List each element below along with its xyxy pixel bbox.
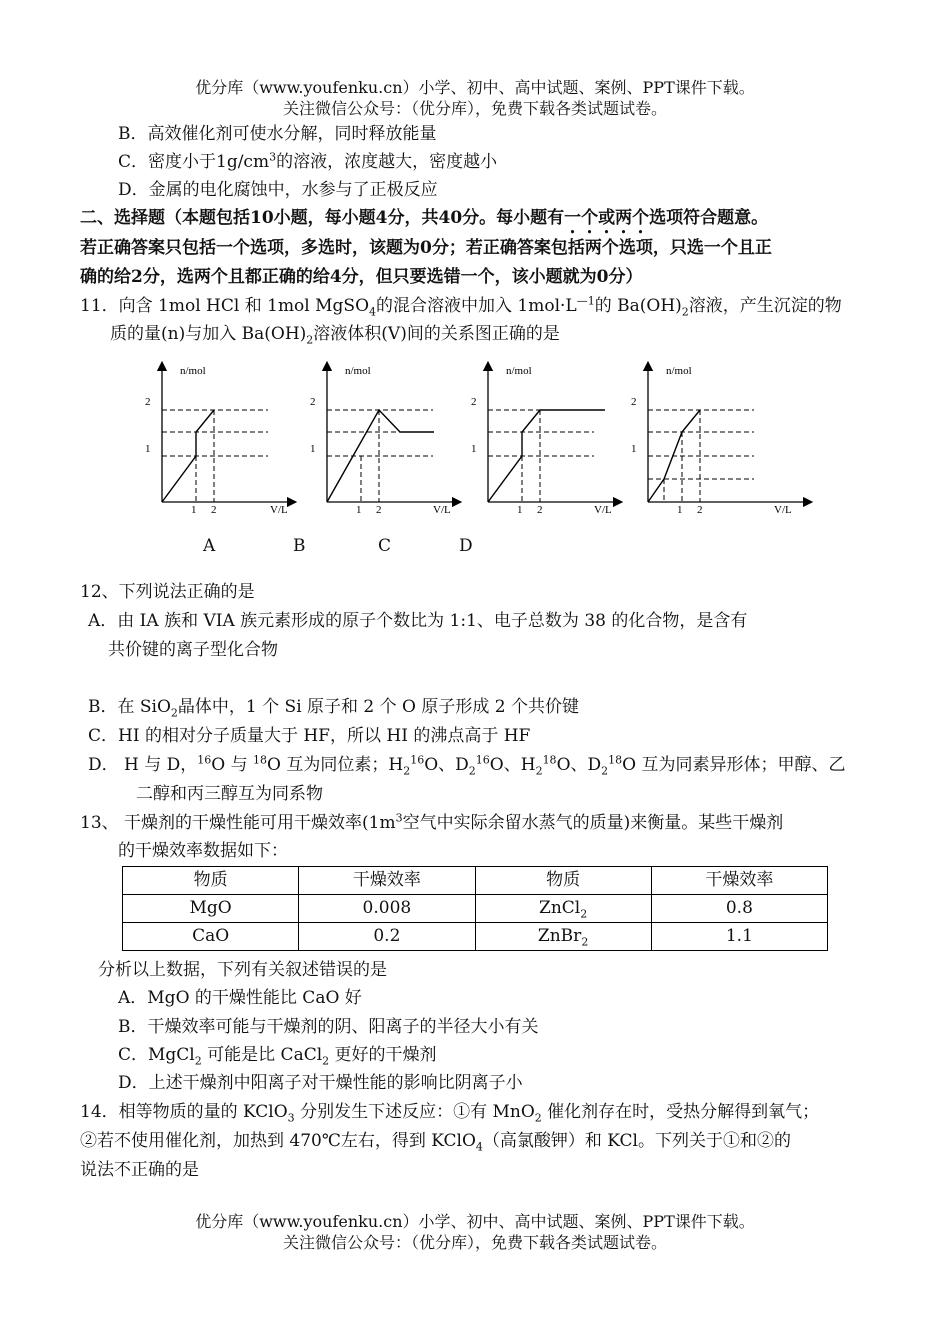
- table-header-row: [123, 867, 828, 895]
- drying-efficiency-table: [122, 866, 828, 951]
- graph-b-xtick-2: 2: [376, 504, 382, 516]
- graph-a-ytick-1: 1: [145, 443, 151, 455]
- table-cell: ZnBr$_2$: [475, 923, 651, 951]
- table-cell: 1.1: [651, 923, 827, 951]
- graph-d-ytick-1: 1: [631, 443, 637, 455]
- footer-line-2: 关注微信公众号：（优分库），免费下载各类试题试卷。: [282, 1233, 667, 1252]
- graph-c-xtick-2: 2: [537, 504, 543, 516]
- graph-a-xtick-1: 1: [191, 504, 197, 516]
- q10-option-c: C．密度小于$1g/cm^3$的溶液，浓度越大，密度越小: [118, 150, 498, 172]
- graph-d-xtick-1: 1: [677, 504, 683, 516]
- q13-line-1: 13、 干燥剂的干燥性能可用干燥效率($1m^3$空气中实际余留水蒸气的质量)来衡量。某些干燥剂: [80, 811, 784, 833]
- option-letter-d: D: [459, 536, 473, 556]
- q13-option-a: A．MgO 的干燥性能比 CaO 好: [118, 988, 362, 1008]
- table-cell: 0.8: [651, 895, 827, 923]
- q12-stem: 12、下列说法正确的是: [80, 582, 255, 602]
- table-header-cell: 物质: [123, 867, 299, 895]
- q11-line-2: 质的量(n)与加入 $Ba(OH)_2$溶液体积(V)间的关系图正确的是: [110, 324, 560, 347]
- q12-option-c: C．HI 的相对分子质量大于 HF，所以 HI 的沸点高于 HF: [88, 726, 531, 746]
- option-letter-b: B: [293, 536, 306, 556]
- graph-d-ytick-2: 2: [631, 396, 637, 408]
- graph-a-ylabel: n/mol: [180, 365, 206, 377]
- graph-c-ytick-1: 1: [471, 443, 477, 455]
- table-header-cell: 干燥效率: [299, 867, 475, 895]
- table-header-cell: 干燥效率: [651, 867, 827, 895]
- graph-c-ytick-2: 2: [471, 396, 477, 408]
- graph-a-ytick-2: 2: [145, 396, 151, 408]
- q10-option-b: B．高效催化剂可使水分解，同时释放能量: [118, 124, 437, 144]
- q11-graphs: [0, 355, 950, 530]
- graph-a-xtick-2: 2: [211, 504, 217, 516]
- option-letter-a: A: [203, 536, 216, 556]
- emphasis-one-or-two: 一个或两个: [564, 208, 650, 228]
- graph-b-ytick-2: 2: [310, 396, 316, 408]
- table-cell: 0.008: [299, 895, 475, 923]
- table-cell: 0.2: [299, 923, 475, 951]
- table-cell: CaO: [123, 923, 299, 951]
- graph-c-ylabel: n/mol: [506, 365, 532, 377]
- q11-line-1: 11．向含 1mol HCl 和 1mol MgSO$_4$的混合溶液中加入 $1mol\cdot L^{—1}$的 $Ba(OH)_2$溶液，产生沉淀的物: [80, 294, 842, 319]
- graph-d-xtick-2: 2: [697, 504, 703, 516]
- q14-line-3: 说法不正确的是: [80, 1160, 199, 1180]
- q14-line-2: ②若不使用催化剂，加热到 470℃左右，得到 KClO$_4$（高氯酸钾）和 KCl。下列关于①和②的: [80, 1131, 791, 1154]
- graph-d-xlabel: V/L: [774, 504, 792, 516]
- table-row: [123, 895, 828, 923]
- table-header-cell: 物质: [475, 867, 651, 895]
- q12-option-d-line-2: 二醇和丙三醇互为同系物: [136, 784, 323, 804]
- q13-option-c: C．MgCl$_2$ 可能是比 CaCl$_2$ 更好的干燥剂: [118, 1045, 437, 1068]
- graph-b-ytick-1: 1: [310, 443, 316, 455]
- table-cell: ZnCl$_2$: [475, 895, 651, 923]
- graph-b-xlabel: V/L: [433, 504, 451, 516]
- q13-analysis: 分析以上数据，下列有关叙述错误的是: [98, 960, 387, 980]
- table-row: [123, 923, 828, 951]
- graph-d-ylabel: n/mol: [666, 365, 692, 377]
- section2-line-2: 若正确答案只包括一个选项，多选时，该题为0分；若正确答案包括两个选项，只选一个且正: [80, 238, 772, 258]
- header-line-2: 关注微信公众号：（优分库），免费下载各类试题试卷。: [282, 99, 667, 118]
- graph-d: [631, 365, 808, 516]
- table-cell: MgO: [123, 895, 299, 923]
- graph-b: [310, 365, 457, 516]
- header-line-1: 优分库（www.youfenku.cn）小学、初中、高中试题、案例、PPT课件下载。: [195, 78, 755, 97]
- graph-b-xtick-1: 1: [356, 504, 362, 516]
- graph-c-xlabel: V/L: [594, 504, 612, 516]
- section2-line-3: 确的给2分，选两个且都正确的给4分，但只要选错一个，该小题就为0分）: [80, 267, 643, 287]
- q10-option-d: D．金属的电化腐蚀中，水参与了正极反应: [118, 180, 438, 200]
- graph-c: [471, 365, 618, 516]
- q12-option-a-line-1: A．由 IA 族和 VIA 族元素形成的原子个数比为 1:1、电子总数为 38 的化合物，是含有: [88, 611, 748, 631]
- graph-a-xlabel: V/L: [270, 504, 288, 516]
- section2-line-1: 二、选择题（本题包括10小题，每小题4分，共40分。每小题有一个或两个选项符合题意。: [80, 208, 769, 228]
- q13-line-2: 的干燥效率数据如下：: [118, 841, 288, 861]
- q12-option-b: B．在 SiO$_2$晶体中，1 个 Si 原子和 2 个 O 原子形成 2 个共价键: [88, 697, 580, 720]
- q14-line-1: 14．相等物质的量的 KClO$_3$ 分别发生下述反应：①有 MnO$_2$ 催化剂存在时，受热分解得到氧气；: [80, 1102, 820, 1125]
- option-letter-c: C: [378, 536, 392, 556]
- q13-option-b: B．干燥效率可能与干燥剂的阴、阳离子的半径大小有关: [118, 1017, 539, 1037]
- graph-c-xtick-1: 1: [517, 504, 523, 516]
- q12-option-a-line-2: 共价键的离子型化合物: [108, 640, 278, 660]
- graph-b-ylabel: n/mol: [345, 365, 371, 377]
- q12-option-d-line-1: D． H 与 D，$^{16}$O 与 $^{18}$O 互为同位素；$H_2^{16}O$、$D_2^{16}O$、$H_2^{18}O$、$D_2^{18}O$ 互为同素异形体；甲醇、乙: [88, 753, 846, 778]
- q13-option-d: D．上述干燥剂中阳离子对干燥性能的影响比阴离子小: [118, 1073, 523, 1093]
- footer-line-1: 优分库（www.youfenku.cn）小学、初中、高中试题、案例、PPT课件下载。: [195, 1212, 755, 1231]
- graph-a: [145, 365, 292, 516]
